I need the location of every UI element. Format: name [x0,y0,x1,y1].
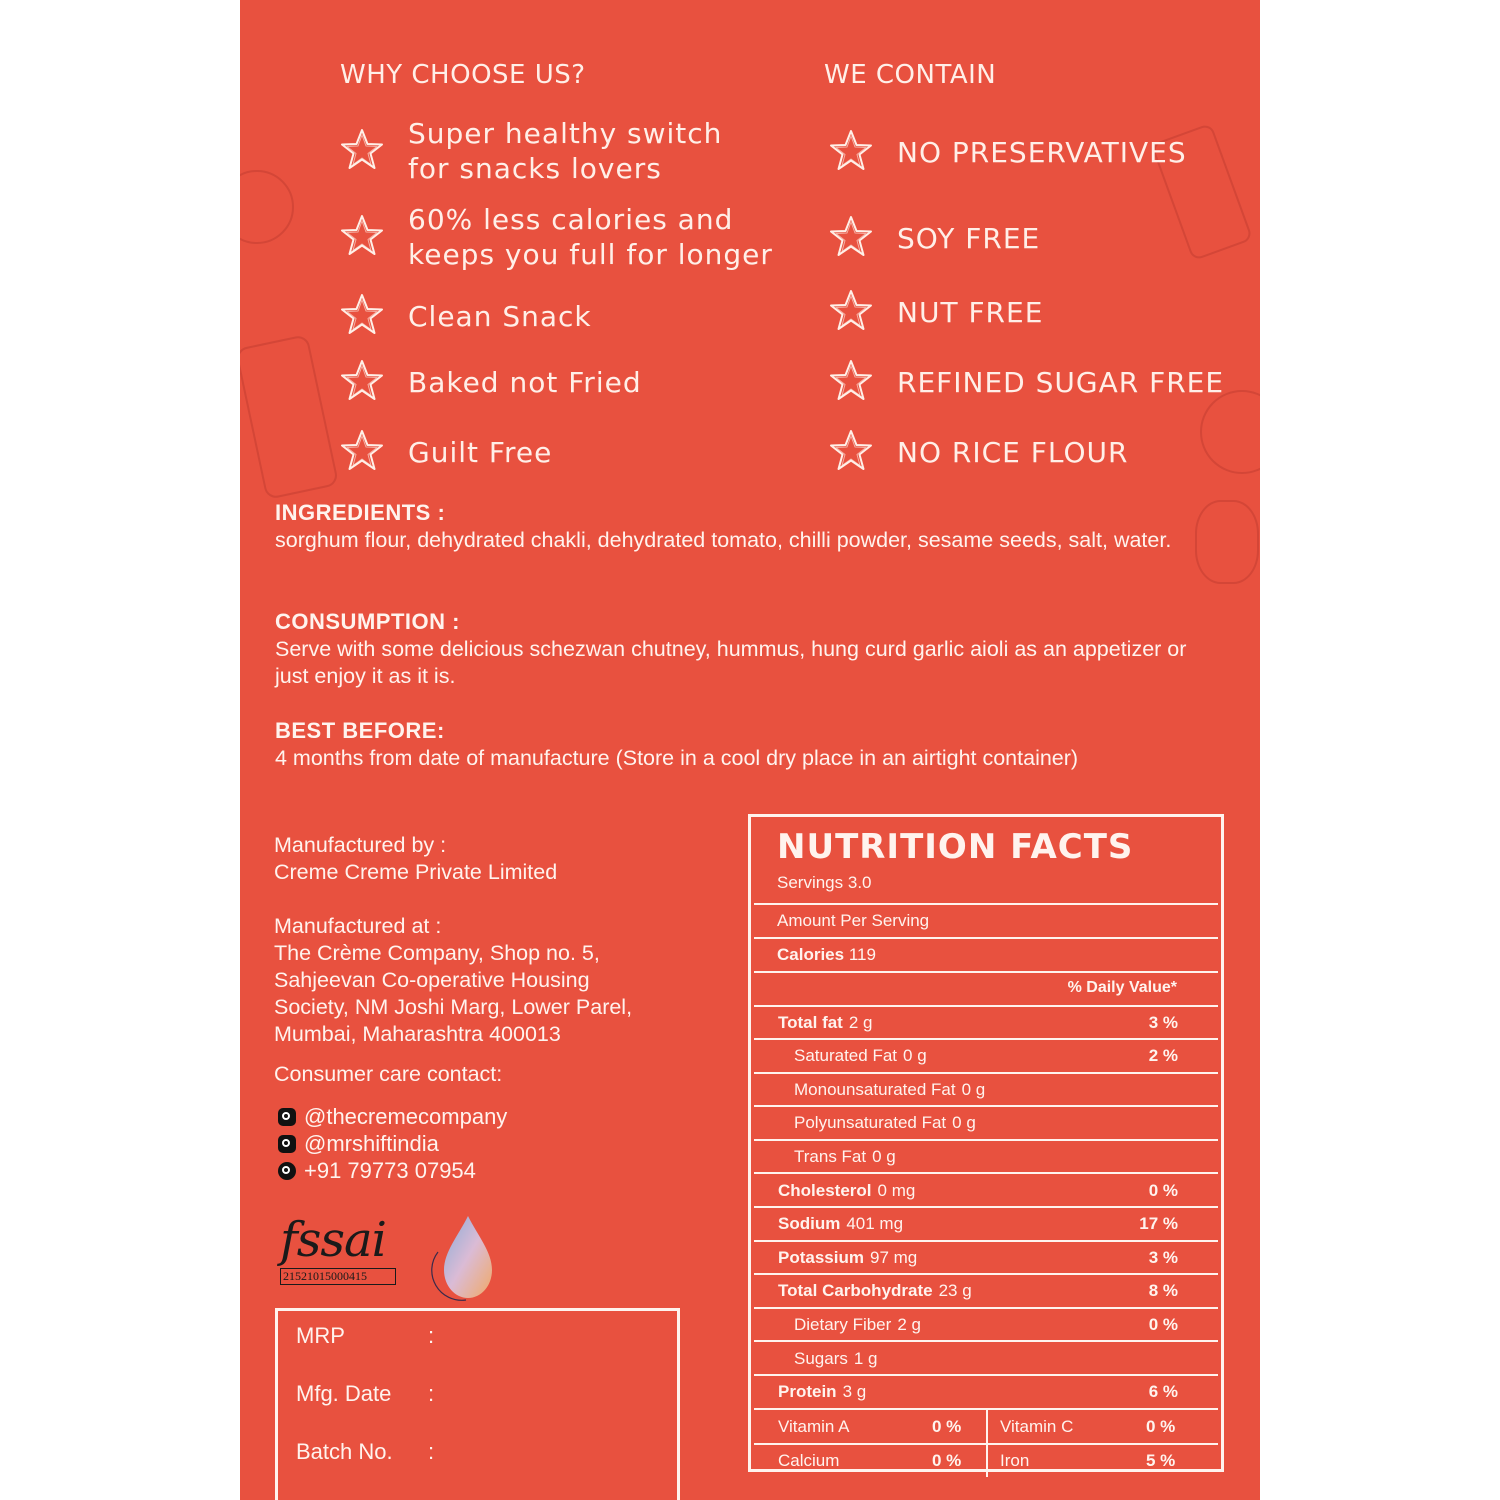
nutrient-amount: 0 g [872,1146,896,1166]
company-seal-droplet [426,1212,502,1304]
ingredients-label: INGREDIENTS : [275,500,446,525]
nutrient-label [794,1147,896,1167]
nutrient-name: Potassium [778,1247,864,1267]
star-outline-icon [336,426,388,478]
nutrient-daily-value: 3 % [1148,1012,1178,1032]
mfg-date-label: Mfg. Date [296,1381,392,1406]
we-contain-item [825,126,1187,178]
contact-text: @mrshiftindia [304,1131,439,1156]
nutrient-row [754,1141,1218,1174]
nutrient-name: Sugars [794,1348,848,1368]
star-outline-icon [336,356,388,408]
nutrient-label [778,1181,915,1201]
nutrient-amount: 1 g [853,1348,878,1368]
nutrient-amount: 0 g [952,1113,976,1133]
fssai-wordmark: fssai [280,1212,386,1268]
amount-per-serving: Amount Per Serving [777,911,930,930]
nutrient-amount: 23 g [938,1281,972,1301]
calories-label: Calories [777,945,845,964]
vitamin-divider [986,1410,988,1443]
nutrient-name: Dietary Fiber [794,1314,892,1334]
we-contain-item [825,426,1128,478]
calories-row [777,945,876,965]
nutrient-label [778,1382,866,1402]
we-contain-item [825,356,1224,408]
nutrient-row [754,1309,1218,1342]
batch-no-label: Batch No. [296,1439,393,1464]
nutrient-row [754,1007,1218,1040]
star-outline-icon [825,286,877,338]
nutrient-row [754,1209,1218,1242]
nutrient-label [794,1349,878,1369]
we-contain-item-text: NO RICE FLOUR [897,435,1129,469]
fssai-logo [280,1212,400,1298]
contact-text: +91 79773 07954 [304,1158,476,1183]
nutrient-name: Sodium [778,1214,841,1234]
contact-instagram-2[interactable] [278,1131,439,1157]
we-contain-item-text: NUT FREE [897,295,1044,329]
consumer-care-label: Consumer care contact: [274,1062,503,1086]
nutrient-name: Trans Fat [794,1146,867,1166]
nf-divider [754,903,1218,905]
nutrient-label [794,1046,927,1066]
why-choose-item [336,116,722,186]
vitamin-divider [986,1444,988,1477]
vitamin-right-dv: 0 % [1146,1417,1176,1437]
star-outline-icon [825,356,877,408]
why-choose-item [336,356,642,408]
vitamin-left-name: Vitamin A [778,1417,850,1437]
whatsapp-icon [278,1162,296,1180]
star-outline-icon [336,290,388,342]
nutrient-daily-value: 3 % [1148,1247,1178,1267]
instagram-icon [278,1135,296,1153]
nutrient-label [794,1080,985,1100]
star-outline-icon [336,125,388,177]
consumption-text: Serve with some delicious schezwan chutney, hummus, hung curd garlic aioli as an appetizer or just enjoy it as it is. [275,637,1187,688]
nutrient-name: Saturated Fat [794,1046,898,1066]
nf-divider [754,971,1218,973]
nutrient-row [754,1175,1218,1208]
manufacturer-name: Creme Creme Private Limited [274,860,558,884]
manufacturer-address: The Crème Company, Shop no. 5, Sahjeevan Co-operative Housing Society, NM Joshi Marg, Lower Parel, Mumbai, Maharashtra 400013 [274,941,633,1046]
nutrient-label [794,1315,921,1335]
nutrient-daily-value: 0 % [1148,1180,1178,1200]
star-outline-icon [825,426,877,478]
manufactured-by-label: Manufactured by : [274,833,447,857]
nutrient-label [778,1013,873,1033]
why-choose-item [336,290,592,342]
why-choose-heading: WHY CHOOSE US? [340,60,586,90]
nf-divider [754,937,1218,939]
nutrient-amount: 0 g [961,1079,986,1099]
nutrition-facts-panel [748,814,1224,1472]
why-choose-item-text: Clean Snack [408,299,592,333]
vitamin-row [754,1444,1218,1477]
star-outline-icon [825,126,877,178]
nutrient-daily-value: 0 % [1148,1314,1178,1334]
label-panel [240,0,1260,1500]
vitamin-right-dv: 5 % [1146,1450,1176,1470]
vitamin-left-dv: 0 % [932,1450,962,1470]
mfg-date-colon: : [428,1381,435,1406]
vitamin-right-name: Vitamin C [1000,1417,1074,1437]
nutrient-name: Protein [778,1382,837,1402]
calories-value: 119 [848,945,876,964]
doodle-shape [240,170,294,244]
we-contain-item [825,286,1043,338]
we-contain-item-text: REFINED SUGAR FREE [897,365,1225,399]
contact-text: @thecremecompany [304,1104,508,1129]
nutrient-row [754,1343,1218,1376]
we-contain-item-text: SOY FREE [897,221,1041,255]
we-contain-item [825,212,1040,264]
nutrient-label [794,1113,976,1133]
batch-no-colon: : [428,1439,435,1464]
why-choose-item-text: Guilt Free [408,435,553,469]
nutrient-amount: 0 mg [877,1180,916,1200]
nutrient-label [778,1214,903,1234]
contact-instagram-1[interactable] [278,1104,507,1130]
nutrient-label [778,1281,972,1301]
why-choose-item [336,202,773,272]
mrp-box [275,1308,680,1500]
nutrient-daily-value: 6 % [1148,1382,1178,1402]
mrp-label: MRP [296,1323,345,1348]
nutrient-name: Total fat [778,1012,843,1032]
manufactured-at-label: Manufactured at : [274,914,442,938]
nutrient-row [754,1074,1218,1107]
why-choose-item-text: 60% less calories and keeps you full for longer [408,203,773,271]
nutrient-name: Total Carbohydrate [778,1281,933,1301]
best-before-text: 4 months from date of manufacture (Store in a cool dry place in an airtight container) [275,746,1079,770]
instagram-icon [278,1108,296,1126]
nutrition-title: NUTRITION FACTS [777,827,1134,867]
nutrient-daily-value: 17 % [1139,1214,1178,1234]
star-outline-icon [336,211,388,263]
vitamin-right-name: Iron [1000,1450,1030,1470]
why-choose-item-text: Super healthy switch for snacks lovers [408,117,723,185]
nutrient-amount: 2 g [848,1012,873,1032]
nutrient-row [754,1242,1218,1275]
why-choose-item-text: Baked not Fried [408,365,642,399]
nutrient-name: Monounsaturated Fat [794,1079,956,1099]
vitamin-row [754,1410,1218,1445]
we-contain-heading: WE CONTAIN [824,60,997,90]
nutrient-row [754,1377,1218,1410]
star-outline-icon [825,212,877,264]
contact-whatsapp[interactable] [278,1158,476,1184]
nutrient-row [754,1108,1218,1141]
nutrient-amount: 2 g [897,1314,921,1334]
nutrient-row [754,1041,1218,1074]
consumption-label: CONSUMPTION : [275,609,460,634]
nutrient-label [778,1248,917,1268]
fssai-license-number: 21521015000415 [280,1268,396,1285]
nutrient-name: Cholesterol [778,1180,872,1200]
vitamin-left-name: Calcium [778,1450,840,1470]
servings-text: Servings 3.0 [777,873,872,892]
nutrient-name: Polyunsaturated Fat [794,1113,947,1133]
daily-value-header: % Daily Value* [1067,979,1177,996]
doodle-shape [240,334,339,500]
we-contain-item-text: NO PRESERVATIVES [897,135,1187,169]
vitamin-left-dv: 0 % [932,1417,962,1437]
nutrient-amount: 0 g [903,1046,927,1066]
best-before-label: BEST BEFORE: [275,718,445,743]
nutrient-row [754,1276,1218,1309]
mrp-colon: : [428,1323,435,1348]
nutrient-amount: 401 mg [846,1214,904,1234]
ingredients-text: sorghum flour, dehydrated chakli, dehydrated tomato, chilli powder, sesame seeds, salt, water. [275,528,1172,552]
nutrient-amount: 97 mg [869,1247,918,1267]
nutrient-amount: 3 g [842,1382,867,1402]
nutrient-daily-value: 8 % [1148,1281,1178,1301]
nutrient-daily-value: 2 % [1148,1046,1178,1066]
why-choose-item [336,426,552,478]
